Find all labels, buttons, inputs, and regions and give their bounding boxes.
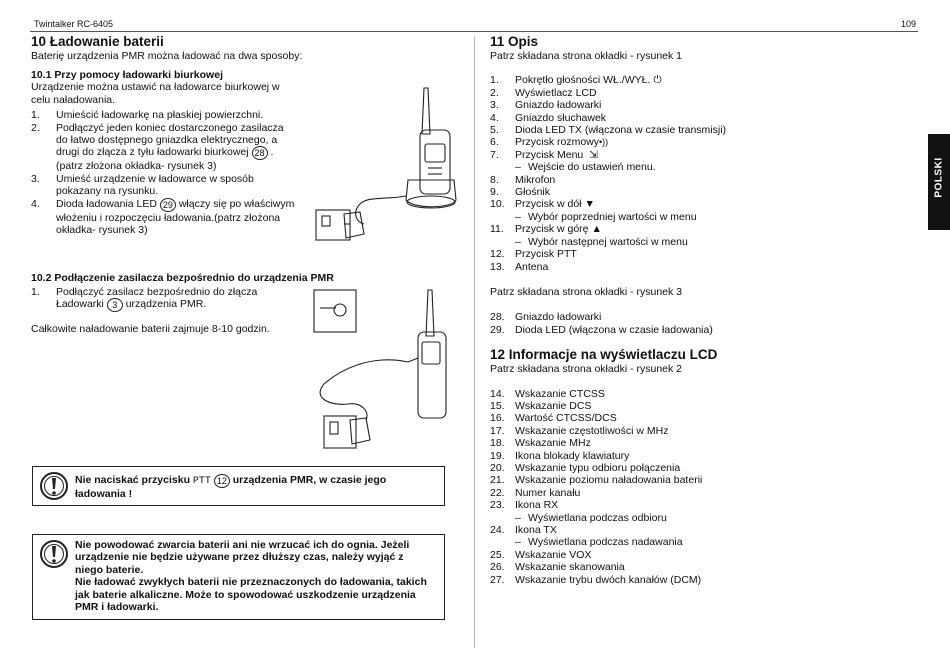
list-item: 27. Wskazanie trybu dwóch kanałów (DCM) — [490, 573, 702, 586]
list-item: 18. Wskazanie MHz — [490, 437, 591, 450]
page-number: 109 — [900, 19, 916, 29]
figure-1-reference: Patrz składana strona okładki - rysunek 1 — [490, 50, 683, 62]
list-subitem: – Wybór następnej wartości w menu — [515, 235, 688, 248]
list-item: 23. Ikona RX — [490, 499, 559, 512]
list-subitem: – Wybór poprzedniej wartości w menu — [515, 210, 697, 223]
list-subitem: – Wyświetlana podczas odbioru — [515, 511, 667, 524]
ref-number: 28 — [252, 146, 268, 160]
list-item: 2. Wyświetlacz LCD — [490, 86, 597, 99]
list-item: 7. Przycisk Menu ⇲ — [490, 148, 598, 161]
section-10-2-title: 10.2 Podłączenie zasilacza bezpośrednio do urządzenia PMR — [31, 272, 334, 284]
list-item: 15. Wskazanie DCS — [490, 399, 592, 412]
language-tab — [928, 134, 950, 230]
list-item: 12. Przycisk PTT — [490, 248, 577, 261]
list-item: 1. Pokrętło głośności WŁ./WYŁ. ⏻ — [490, 74, 662, 87]
list-item: 16. Wartość CTCSS/DCS — [490, 412, 617, 425]
right-column — [490, 34, 910, 586]
lcd-indicators-list — [490, 388, 910, 587]
list-item: 13. Antena — [490, 260, 549, 273]
warning-icon — [33, 535, 75, 569]
list-item: 25. Wskazanie VOX — [490, 548, 592, 561]
list-item: 19. Ikona blokady klawiatury — [490, 449, 630, 462]
list-item: 8. Mikrofon — [490, 173, 556, 186]
header-model: Twintalker RC-6405 — [34, 19, 114, 29]
list-item: 5. Dioda LED TX (włączona w czasie transmisji) — [490, 124, 727, 137]
list-item: 11. Przycisk w górę ▲ — [490, 223, 602, 236]
list-item: 22. Numer kanału — [490, 486, 581, 499]
charger-parts-list — [490, 311, 910, 336]
power-icon: ⏻ — [653, 74, 662, 87]
figure-3-reference: Patrz składana strona okładki - rysunek 3 — [490, 285, 683, 298]
talk-icon: •)) — [599, 137, 609, 148]
header-rule — [30, 31, 918, 32]
section-11-title: 11 Opis — [490, 34, 539, 49]
list-item: 29. Dioda LED (włączona w czasie ładowania) — [490, 323, 713, 336]
down-arrow-icon: ▼ — [584, 198, 595, 211]
list-item: 4. Dioda ładowania LED 29 włączy się po właściwym włożeniu i rozpoczęciu ładowania.(patrz złożona okładka- rysunek 3) — [31, 197, 295, 237]
section-12-title: 12 Informacje na wyświetlaczu LCD — [490, 347, 718, 363]
section-10-title: 10 Ładowanie baterii — [31, 34, 164, 49]
charging-steps-list — [31, 109, 296, 236]
list-item: 3. Gniazdo ładowarki — [490, 99, 602, 112]
charge-time-note: Całkowite naładowanie baterii zajmuje 8-10 godzin. — [31, 323, 270, 335]
menu-icon: ⇲ — [589, 148, 598, 161]
list-item: 20. Wskazanie typu odbioru połączenia — [490, 461, 681, 474]
list-item: 14. Wskazanie CTCSS — [490, 387, 605, 400]
list-item: 6. Przycisk rozmowy•)) — [490, 136, 609, 149]
section-10-1-title: 10.1 Przy pomocy ładowarki biurkowej — [31, 69, 223, 82]
ref-number: 12 — [214, 474, 230, 488]
warning-box-battery — [32, 534, 445, 620]
direct-charge-step: 1. Podłączyć zasilacz bezpośrednio do złącza Ładowarki 3 urządzenia PMR. — [31, 286, 258, 311]
list-subitem: – Wejście do ustawień menu. — [515, 161, 656, 174]
list-item: 28. Gniazdo ładowarki — [490, 311, 602, 324]
list-item: 4. Gniazdo słuchawek — [490, 111, 607, 124]
figure-2-reference: Patrz składana strona okładki - rysunek 2 — [490, 363, 683, 376]
ref-number: 29 — [160, 198, 176, 212]
section-10-intro: Baterię urządzenia PMR można ładować na dwa sposoby: — [31, 50, 303, 62]
ref-number: 3 — [107, 298, 123, 312]
list-subitem: – Wyświetlana podczas nadawania — [515, 536, 683, 549]
list-item: 1. Umieścić ładowarkę na płaskiej powierzchni. — [31, 109, 264, 122]
column-divider — [474, 36, 475, 648]
list-item: 3. Umieść urządzenie w ładowarce w sposób pokazany na rysunku. — [31, 172, 254, 198]
warning-text: Nie powodować zwarcia baterii ani nie wrzucać ich do ognia. Jeżeli urządzenie nie będzie używane przez dłuższy czas, należy wyjąć z niego baterie. Nie ładować zwykłych baterii nie przeznaczonych do ładowania, takich jak baterie alkaliczne. Może to spowodować uszkodzenie urządzenia PMR i ładowarki. — [75, 539, 427, 614]
list-item: 17. Wskazanie częstotliwości w MHz — [490, 424, 669, 437]
warning-box-ptt — [32, 466, 445, 506]
list-item: 21. Wskazanie poziomu naładowania baterii — [490, 474, 703, 487]
list-item: 26. Wskazanie skanowania — [490, 561, 625, 574]
warning-icon — [33, 467, 75, 501]
parts-list — [490, 74, 910, 273]
warning-text: Nie naciskać przycisku PTT 12 urządzenia PMR, w czasie jego ładowania ! — [75, 474, 387, 501]
list-item: 10. Przycisk w dół ▼ — [490, 198, 595, 211]
language-tab-label: POLSKI — [933, 157, 945, 198]
list-item: 24. Ikona TX — [490, 524, 557, 536]
direct-charge-illustration — [310, 288, 470, 458]
desk-charger-illustration — [304, 84, 464, 254]
list-item: 9. Głośnik — [490, 186, 551, 199]
section-10-1-intro: Urządzenie można ustawić na ładowarce biurkowej w celu naładowania. — [31, 81, 280, 106]
up-arrow-icon: ▲ — [591, 223, 602, 236]
list-item: 2. Podłączyć jeden koniec dostarczonego zasilacza do łatwo dostępnego gniazdka elektrycznego, a drugi do złącza z tyłu ładowarki biurkowej 28 .(patrz złożona okładka- rysunek 3) — [31, 121, 284, 173]
